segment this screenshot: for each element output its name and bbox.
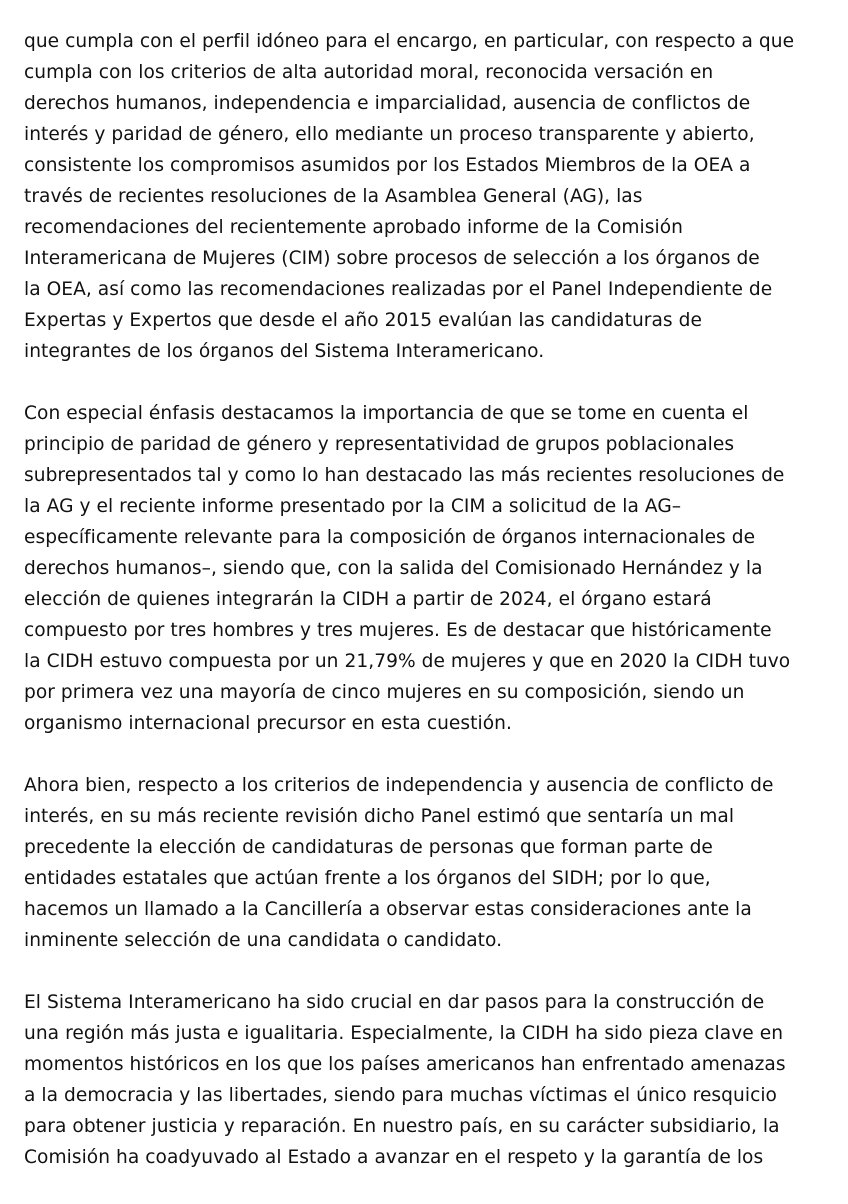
text-line: una región más justa e igualitaria. Especialmente, la CIDH ha sido pieza clave en [24,1023,784,1044]
paragraph-2 [24,398,832,739]
text-line: inminente selección de una candidata o candidato. [24,930,503,951]
text-line: principio de paridad de género y representatividad de grupos poblacionales [24,434,735,455]
text-line: específicamente relevante para la composición de órganos internacionales de [24,527,756,548]
text-line: hacemos un llamado a la Cancillería a observar estas consideraciones ante la [24,899,752,920]
text-line: Ahora bien, respecto a los criterios de independencia y ausencia de conflicto de [24,775,774,796]
text-line: interés y paridad de género, ello mediante un proceso transparente y abierto, [24,124,755,145]
text-line: derechos humanos–, siendo que, con la salida del Comisionado Hernández y la [24,558,763,579]
text-line: Expertas y Expertos que desde el año 2015 evalúan las candidaturas de [24,310,702,331]
text-line: precedente la elección de candidaturas de personas que forman parte de [24,837,713,858]
text-line: momentos históricos en los que los países americanos han enfrentado amenazas [24,1054,786,1075]
text-line: través de recientes resoluciones de la Asamblea General (AG), las [24,186,643,207]
document-page [24,26,832,1204]
text-line: consistente los compromisos asumidos por los Estados Miembros de la OEA a [24,155,751,176]
text-line: elección de quienes integrarán la CIDH a partir de 2024, el órgano estará [24,589,712,610]
text-line: interés, en su más reciente revisión dicho Panel estimó que sentaría un mal [24,806,735,827]
text-line: integrantes de los órganos del Sistema Interamericano. [24,341,545,362]
text-line: El Sistema Interamericano ha sido crucial en dar pasos para la construcción de [24,992,765,1013]
text-line: recomendaciones del recientemente aprobado informe de la Comisión [24,217,683,238]
paragraph-4 [24,987,832,1173]
text-line: cumpla con los criterios de alta autoridad moral, reconocida versación en [24,62,714,83]
paragraph-1 [24,26,832,367]
text-line: a la democracia y las libertades, siendo para muchas víctimas el único resquicio [24,1085,777,1106]
text-line: para obtener justicia y reparación. En nuestro país, en su carácter subsidiario, la [24,1116,780,1137]
text-line: compuesto por tres hombres y tres mujeres. Es de destacar que históricamente [24,620,772,641]
text-line: que cumpla con el perfil idóneo para el encargo, en particular, con respecto a que [24,31,795,52]
paragraph-3 [24,770,832,956]
text-line: por primera vez una mayoría de cinco mujeres en su composición, siendo un [24,682,745,703]
text-line: la OEA, así como las recomendaciones realizadas por el Panel Independiente de [24,279,773,300]
text-line: la AG y el reciente informe presentado por la CIM a solicitud de la AG– [24,496,682,517]
text-line: organismo internacional precursor en esta cuestión. [24,713,512,734]
text-line: la CIDH estuvo compuesta por un 21,79% de mujeres y que en 2020 la CIDH tuvo [24,651,791,672]
text-line: Interamericana de Mujeres (CIM) sobre procesos de selección a los órganos de [24,248,760,269]
text-line: subrepresentados tal y como lo han destacado las más recientes resoluciones de [24,465,785,486]
text-line: Comisión ha coadyuvado al Estado a avanzar en el respeto y la garantía de los [24,1147,764,1168]
text-line: Con especial énfasis destacamos la importancia de que se tome en cuenta el [24,403,749,424]
text-line: derechos humanos, independencia e imparcialidad, ausencia de conflictos de [24,93,751,114]
text-line: entidades estatales que actúan frente a los órganos del SIDH; por lo que, [24,868,711,889]
